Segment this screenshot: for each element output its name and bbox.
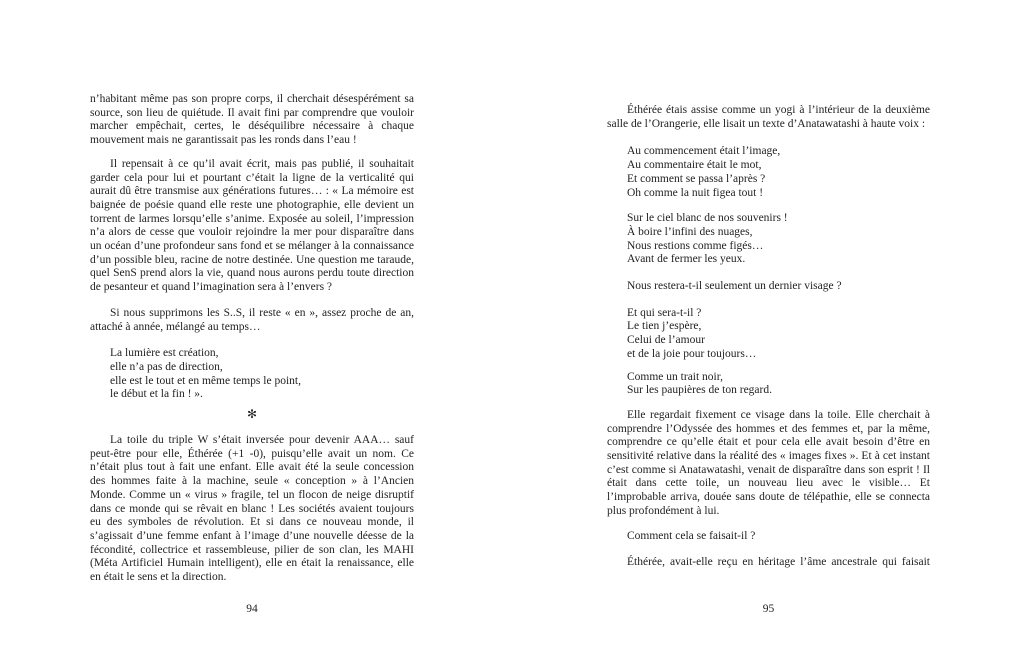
paragraph: Si nous supprimons les S..S, il reste « en », assez proche de an, attaché à année, mélangé au temps… [90, 306, 414, 333]
stanza [607, 280, 930, 294]
verse-line: Le tien j’espère, [627, 320, 702, 333]
verse-line: Comme un trait noir, [627, 370, 723, 383]
verse-line: Sur le ciel blanc de nos souvenirs ! [627, 212, 788, 225]
paragraph: La toile du triple W s’était inversée pour devenir AAA… sauf peut-être pour elle, Éthérée (+1 -0), puisqu’elle avait un nom. Ce n’était plus tout à fait une enfant. Elle avait été la seule concession des hommes faite à la machine, seule « conception » à l’Ancien Monde. Comme un « virus » fragile, tel un flocon de neige disruptif dans ce monde qui se rêvait en blanc ! Les sociétés avaient toujours eu des symboles de révolution. Et si dans ce nouveau monde, il s’agissait d’une femme enfant à l’image d’une nouvelle déesse de la fécondité, collectrice et rassembleuse, pilier de son clan, les MAHI (Méta Artificiel Humain intelligent), elle en était la renaissance, elle en était le sens et la direction. [90, 434, 414, 584]
paragraph: Il repensait à ce qu’il avait écrit, mais pas publié, il souhaitait garder cela pour lui et pourtant c’était la ligne de la verticalité qui aurait dû être transmise aux générations futures… : « La mémoire est baignée de poésie quand elle reste une photographie, elle devient un torrent de larmes lorsqu’elle s’anime. Exposée au soleil, l’impression n’a alors de cesse que vouloir rejoindre la mer pour disparaître dans un océan d’une profondeur sans fond et se mélanger à la connaissance d’un possible bleu, racine de notre destinée. Une question me taraude, quel SenS prend alors la vie, quand nous aurons perdu toute direction de pesanteur et quand l’imagination sera à l’envers ? [90, 157, 414, 294]
verse-line: Avant de fermer les yeux. [627, 253, 746, 266]
stanza [607, 371, 930, 398]
verse-line: La lumière est création, [110, 347, 219, 360]
verse-line: Nous restions comme figés… [627, 239, 764, 252]
page-number-right: 95 [762, 603, 775, 615]
verse-line: Au commencement était l’image, [627, 145, 781, 158]
paragraph: Éthérée, avait-elle reçu en héritage l’âme ancestrale qui faisait [627, 556, 930, 569]
page-number-left: 94 [246, 603, 258, 615]
asterisk-section-break-ornament: ✻ [246, 407, 258, 422]
paragraph: Comment cela se faisait-il ? [627, 529, 756, 542]
verse-line: elle est le tout et en même temps le point, [110, 374, 301, 387]
verse-line: Celui de l’amour [627, 334, 705, 347]
verse-line: À boire l’infini des nuages, [627, 225, 753, 238]
left-page [90, 93, 414, 585]
verse-line: elle n’a pas de direction, [110, 360, 223, 373]
stanza [607, 145, 930, 200]
right-page [607, 104, 930, 570]
paragraph: n’habitant même pas son propre corps, il cherchait désespérément sa source, son lieu de quiétude. Il avait fini par comprendre que vouloir marcher empêchait, certes, le déséquilibre nécessaire à chaque mouvement mais ne garantissait pas les ronds dans l’eau ! [90, 93, 414, 147]
verse-line: Et comment se passa l’après ? [627, 172, 766, 185]
stanza [607, 212, 930, 267]
verse-line: Sur les paupières de ton regard. [627, 384, 772, 397]
paragraph: Éthérée étais assise comme un yogi à l’intérieur de la deuxième salle de l’Orangerie, elle lisait un texte d’Anatawatashi à haute voix : [607, 104, 930, 130]
verse-line: Et qui sera-t-il ? [627, 306, 702, 319]
verse-line: Nous restera-t-il seulement un dernier visage ? [627, 280, 842, 293]
paragraph: Elle regardait fixement ce visage dans la toile. Elle cherchait à comprendre l’Odyssée des hommes et des femmes et, par la même, comprendre ce qu’elle était et pour cela elle avait besoin d’être en sensitivité relative dans la réalité des « images fixes ». Et à cet instant c’est comme si Anatawatashi, venait de disparaître dans son esprit ! Il était dans cette toile, un nouveau lieu avec le visible… Et l’improbable arriva, douée sans doute de télépathie, elle se connecta plus profondément à lui. [607, 408, 930, 517]
stanza [607, 307, 930, 362]
poem [90, 347, 414, 402]
verse-line: Oh comme la nuit figea tout ! [627, 186, 764, 199]
verse-line: Au commentaire était le mot, [627, 159, 762, 172]
verse-line: et de la joie pour toujours… [627, 347, 757, 360]
verse-line: le début et la fin ! ». [110, 388, 203, 401]
